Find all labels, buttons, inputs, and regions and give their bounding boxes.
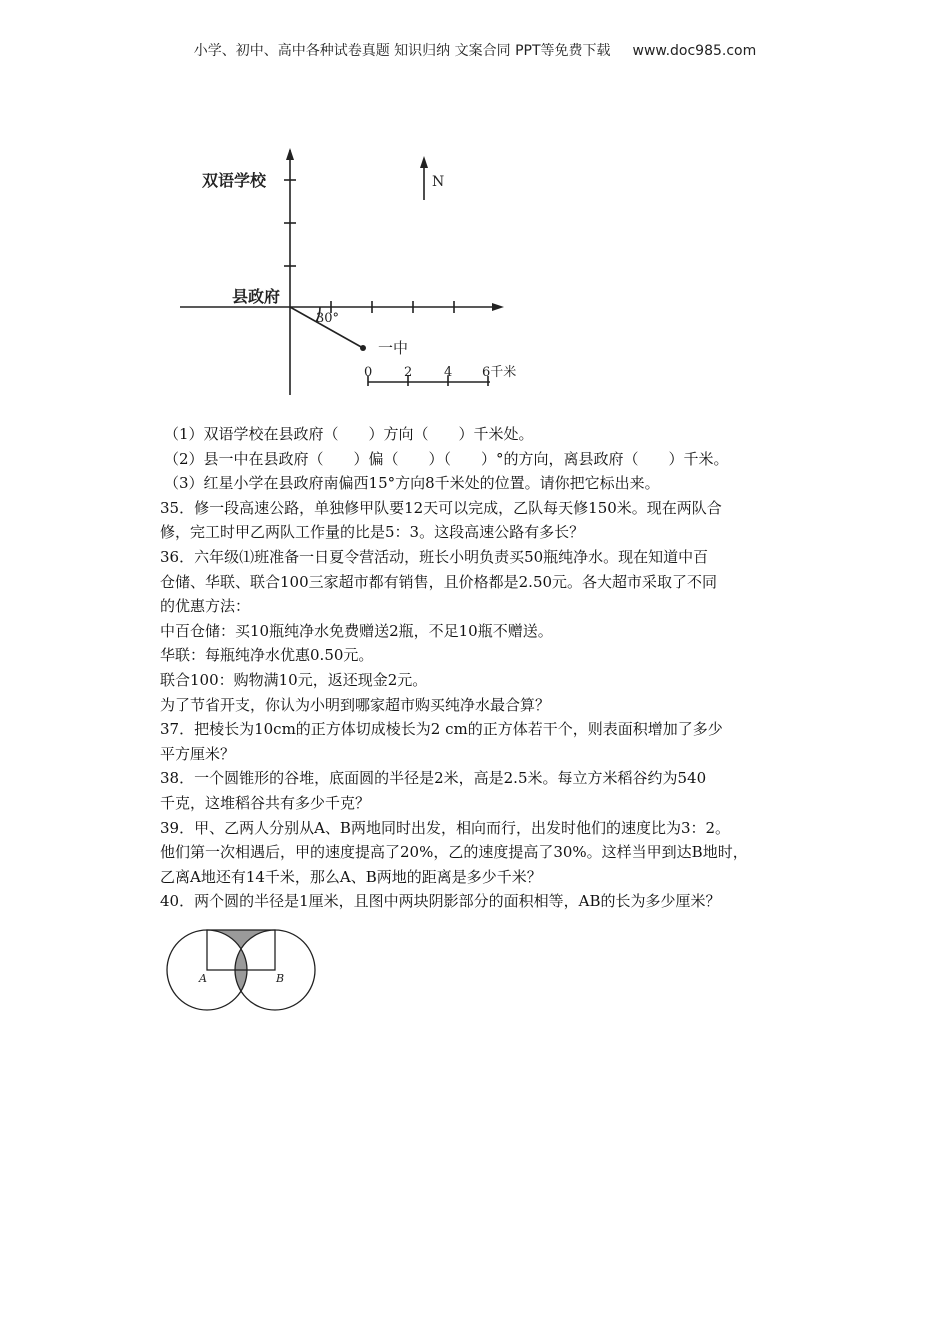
angle-label: 30° — [316, 311, 340, 326]
circles-figure — [165, 920, 325, 1030]
gov-label: 县政府 — [232, 287, 281, 306]
question-line: 的优惠方法： — [160, 597, 251, 616]
school-label: 双语学校 — [202, 171, 267, 190]
question-line: 联合100：购物满10元，返还现金2元。 — [160, 670, 428, 689]
question-line: 40．两个圆的半径是1厘米，且图中两块阴影部分的面积相等，AB的长为多少厘米？ — [160, 892, 721, 911]
scale-label-6: 6千米 — [482, 365, 517, 380]
scale-label-2: 2 — [404, 365, 413, 380]
question-line: 他们第一次相遇后，甲的速度提高了20%，乙的速度提高了30%。这样当甲到达B地时， — [160, 843, 748, 862]
yizhong-point — [360, 345, 366, 351]
question-line: 37．把棱长为10cm的正方体切成棱长为2 cm的正方体若干个，则表面积增加了多少 — [160, 720, 723, 739]
point-b-label: B — [276, 972, 285, 985]
header-url: www.doc985.com — [632, 43, 757, 59]
scale-label-0: 0 — [364, 365, 373, 380]
question-line: 38．一个圆锥形的谷堆，底面圆的半径是2米，高是2.5米。每立方米稻谷约为540 — [160, 769, 707, 788]
axis-arrow-icon — [492, 303, 504, 311]
question-text — [160, 422, 800, 914]
question-line: 千克，这堆稻谷共有多少千克？ — [160, 793, 371, 812]
question-line: 华联：每瓶纯净水优惠0.50元。 — [160, 646, 374, 665]
question-line: 修，完工时甲乙两队工作量的比是5：3。这段高速公路有多长？ — [160, 523, 585, 542]
scale-label-4: 4 — [444, 365, 453, 380]
question-line: 36．六年级⑴班准备一日夏令营活动，班长小明负责买50瓶纯净水。现在知道中百 — [160, 547, 709, 566]
north-label: N — [432, 174, 445, 190]
question-line: 35．修一段高速公路，单独修甲队要12天可以完成，乙队每天修150米。现在两队合 — [160, 498, 722, 517]
question-line: 39．甲、乙两人分别从A、B两地同时出发，相向而行，出发时他们的速度比为3：2。 — [160, 818, 731, 837]
point-a-label: A — [199, 972, 207, 985]
header-text: 小学、初中、高中各种试卷真题 知识归纳 文案合同 PPT等免费下载 — [193, 43, 611, 59]
question-line: 为了节省开支，你认为小明到哪家超市购买纯净水最合算？ — [160, 695, 551, 714]
question-line: 乙离A地还有14千米，那么A、B两地的距离是多少千米？ — [160, 867, 542, 886]
question-line: 中百仓储：买10瓶纯净水免费赠送2瓶，不足10瓶不赠送。 — [160, 621, 553, 640]
axis-arrow-icon — [286, 148, 294, 160]
north-arrow-icon — [420, 156, 428, 168]
question-line: 平方厘米？ — [160, 744, 236, 763]
top-shaded-region — [207, 930, 275, 949]
page-header — [0, 40, 950, 60]
question-line: （3）红星小学在县政府南偏西15°方向8千米处的位置。请你把它标出来。 — [164, 474, 660, 493]
question-line: （1）双语学校在县政府（ ）方向（ ）千米处。 — [164, 425, 534, 443]
question-line: 仓储、华联、联合100三家超市都有销售，且价格都是2.50元。各大超市采取了不同 — [160, 572, 718, 591]
direction-map-figure — [170, 140, 540, 400]
question-line: （2）县一中在县政府（ ）偏（ ）（ ）°的方向，离县政府（ ）千米。 — [164, 449, 729, 468]
yizhong-label: 一中 — [378, 339, 409, 357]
